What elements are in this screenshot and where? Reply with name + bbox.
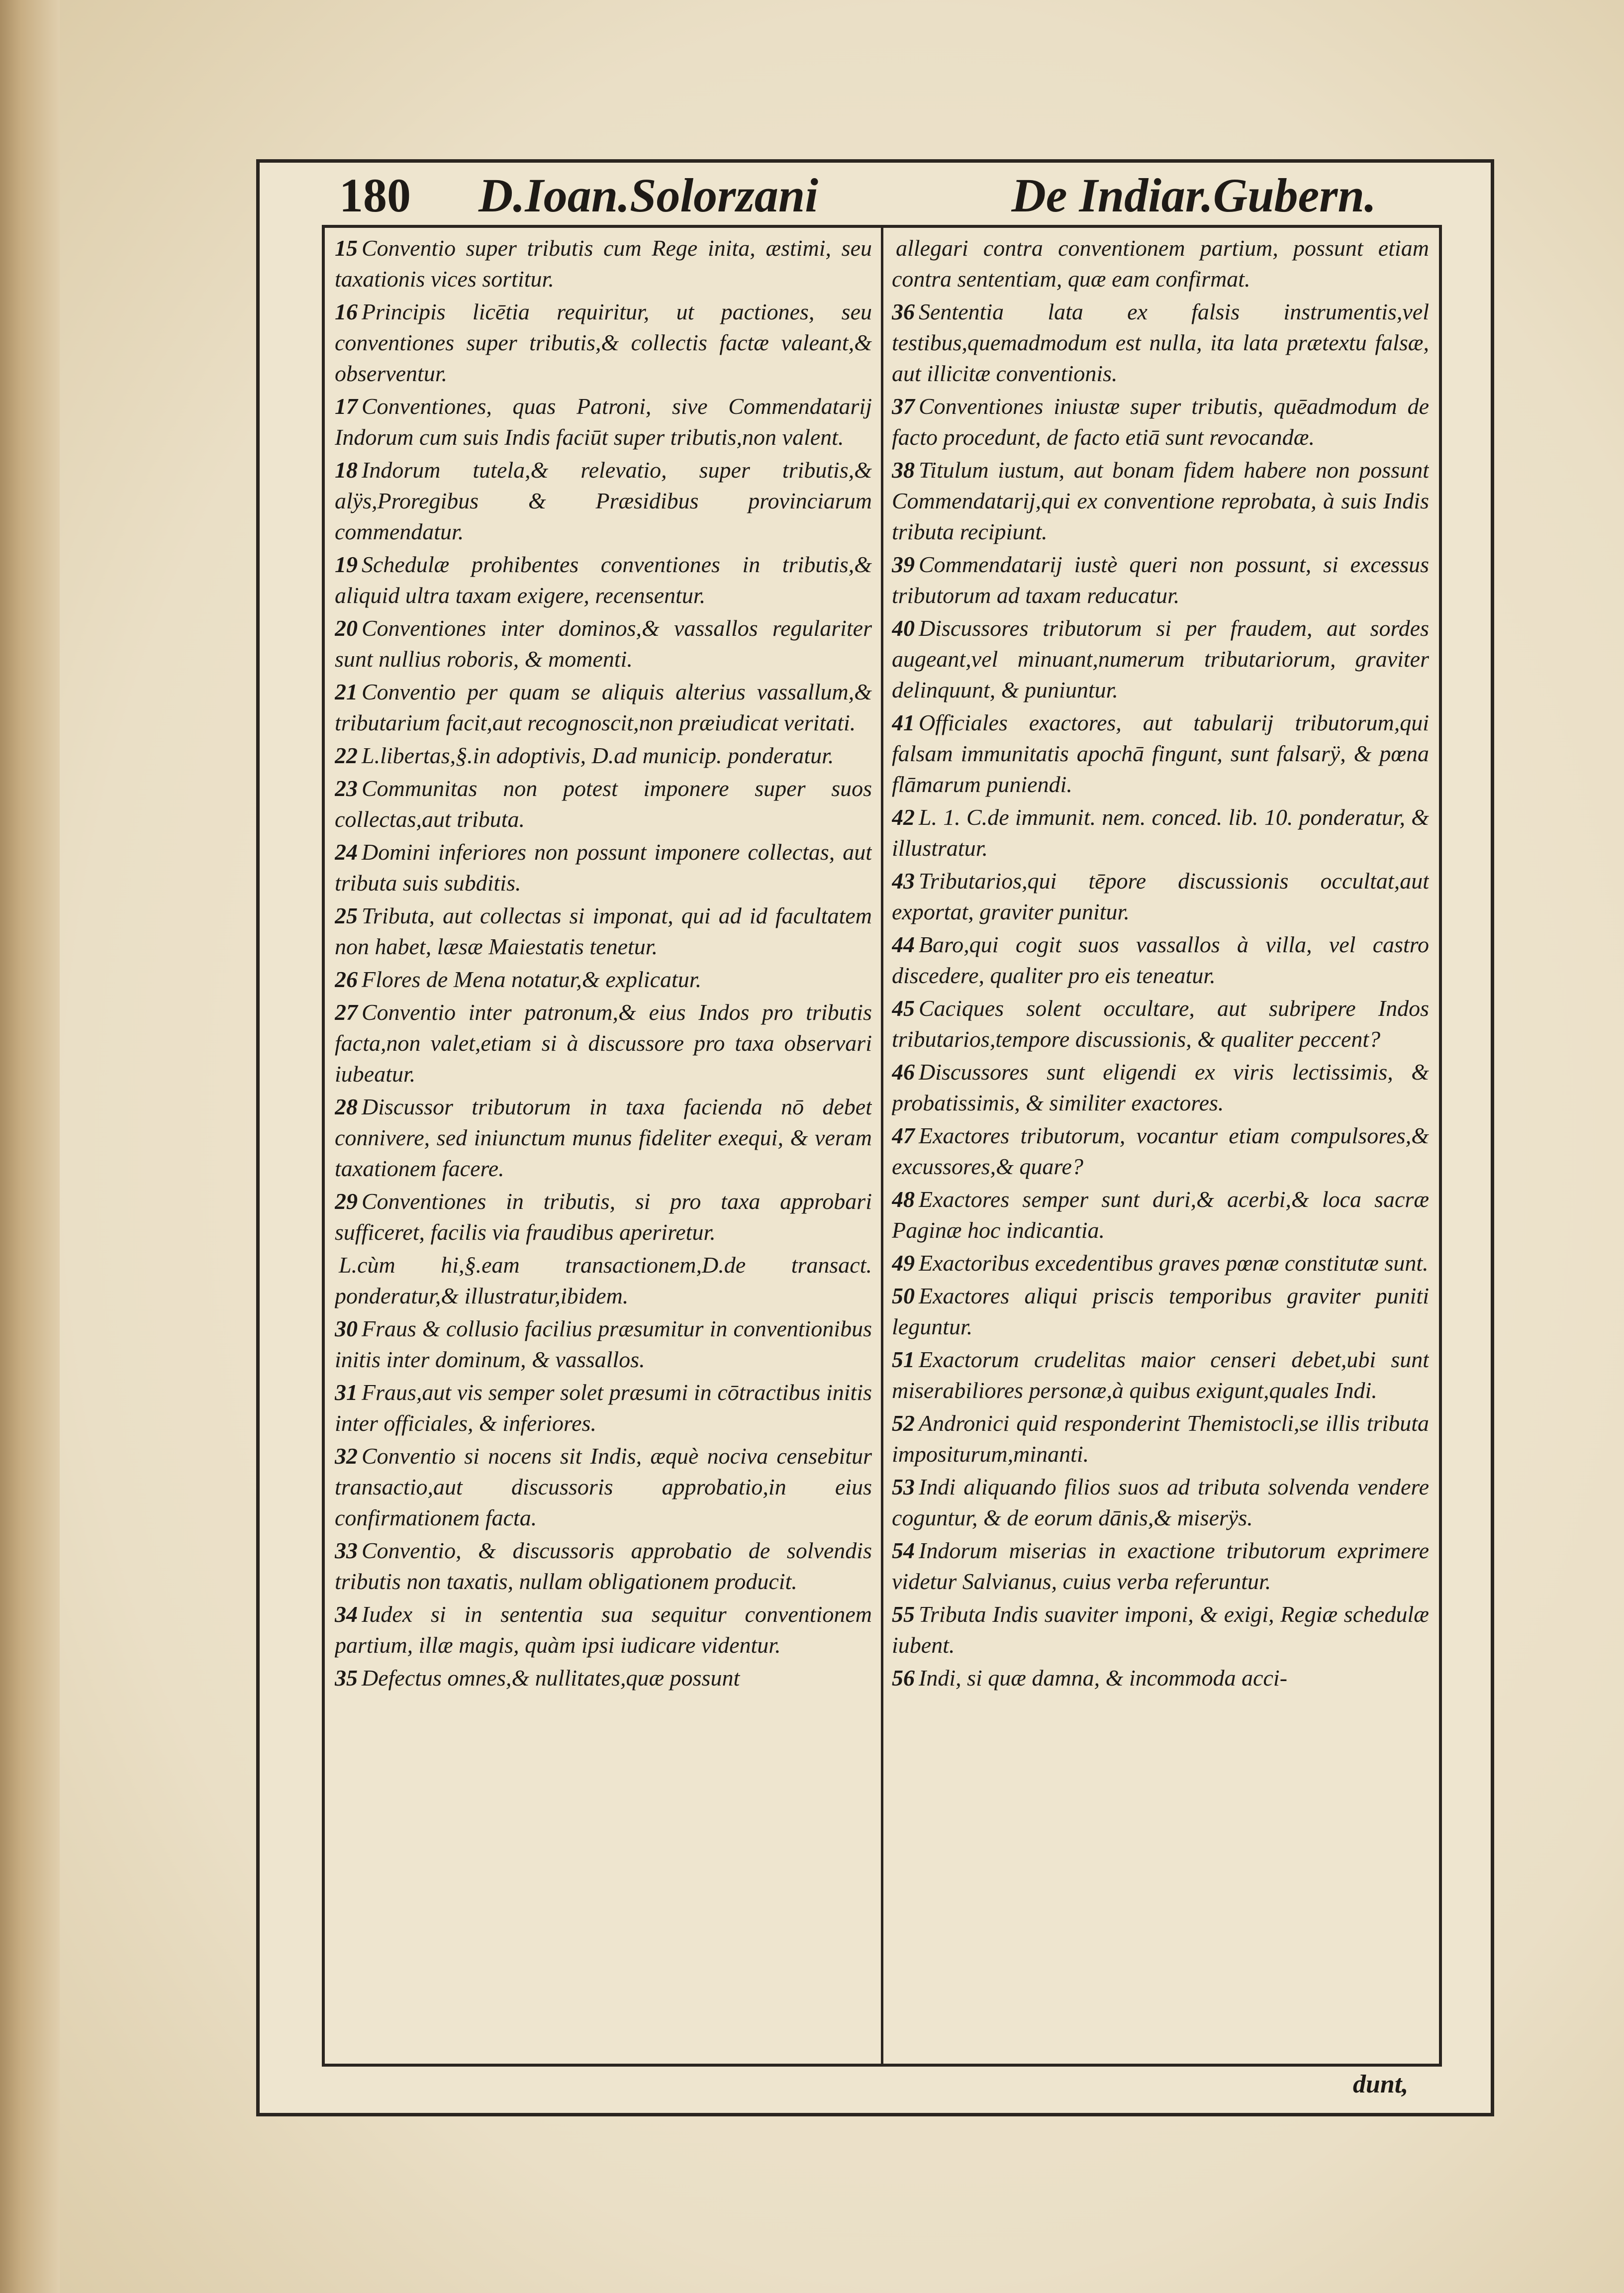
index-entry bbox=[892, 1599, 1429, 1661]
entry-text: Officiales exactores, aut tabularij tributorum,qui falsam immunitatis apochā fingunt, sunt falsarÿ, & pœna flāmarum puniendi. bbox=[892, 710, 1429, 797]
right-column bbox=[892, 233, 1429, 2059]
entry-number: 48 bbox=[892, 1187, 915, 1212]
index-entry bbox=[335, 900, 872, 962]
entry-number: 15 bbox=[335, 235, 358, 261]
index-entry bbox=[892, 802, 1429, 864]
entry-number: 36 bbox=[892, 299, 915, 324]
entry-text: allegari contra conventionem partium, possunt etiam contra sententiam, quæ eam confirmat. bbox=[892, 235, 1429, 292]
index-entry bbox=[892, 1281, 1429, 1342]
index-entry bbox=[335, 837, 872, 898]
index-entry bbox=[892, 297, 1429, 389]
entry-number: 45 bbox=[892, 996, 915, 1021]
entry-number: 50 bbox=[892, 1283, 915, 1308]
entry-number: 30 bbox=[335, 1316, 358, 1341]
entry-number: 52 bbox=[892, 1410, 915, 1436]
entry-number: 23 bbox=[335, 776, 358, 801]
entry-text: Fraus & collusio facilius præsumitur in conventionibus initis inter dominum, & vassallos. bbox=[335, 1316, 872, 1372]
index-entry bbox=[335, 455, 872, 547]
index-entry bbox=[892, 1663, 1429, 1694]
entry-text: Fraus,aut vis semper solet præsumi in cōtractibus initis inter officiales, & inferiores. bbox=[335, 1380, 872, 1436]
entry-text: Schedulæ prohibentes conventiones in tributis,& aliquid ultra taxam exigere, recensentur. bbox=[335, 552, 872, 608]
entry-number: 38 bbox=[892, 457, 915, 483]
page-number: 180 bbox=[339, 169, 411, 222]
entry-text: Conventio super tributis cum Rege inita, æstimi, seu taxationis vices sortitur. bbox=[335, 235, 872, 292]
entry-text: Indi, si quæ damna, & incommoda acci- bbox=[919, 1665, 1288, 1691]
entry-number: 26 bbox=[335, 967, 358, 992]
index-entry bbox=[335, 391, 872, 453]
entry-number: 46 bbox=[892, 1059, 915, 1085]
index-entry bbox=[335, 1186, 872, 1248]
entry-text: Andronici quid responderint Themistocli,se illis tributa impositurum,minanti. bbox=[892, 1410, 1429, 1467]
entry-text: L. 1. C.de immunit. nem. conced. lib. 10. ponderatur, & illustratur. bbox=[892, 804, 1429, 861]
entry-text: Conventiones inter dominos,& vassallos regulariter sunt nullius roboris, & momenti. bbox=[335, 615, 872, 672]
entry-number: 28 bbox=[335, 1094, 358, 1119]
running-header bbox=[260, 163, 1491, 222]
index-entry bbox=[335, 773, 872, 835]
entry-number: 27 bbox=[335, 999, 358, 1025]
entry-number: 41 bbox=[892, 710, 915, 735]
index-entry bbox=[335, 613, 872, 675]
entry-number: 34 bbox=[335, 1601, 358, 1627]
entry-text: Iudex si in sententia sua sequitur conventionem partium, illæ magis, quàm ipsi iudicare videntur. bbox=[335, 1601, 872, 1658]
entry-number: 40 bbox=[892, 615, 915, 641]
index-entry bbox=[335, 549, 872, 611]
index-entry bbox=[335, 1535, 872, 1597]
entry-text: L.libertas,§.in adoptivis, D.ad municip. ponderatur. bbox=[362, 743, 834, 768]
index-entry bbox=[892, 391, 1429, 453]
entry-number: 29 bbox=[335, 1189, 358, 1214]
entry-text: Exactores tributorum, vocantur etiam compulsores,& excussores,& quare? bbox=[892, 1123, 1429, 1179]
index-entry bbox=[335, 1663, 872, 1694]
index-entry bbox=[892, 707, 1429, 800]
index-entry bbox=[892, 1344, 1429, 1406]
entry-text: Tributa Indis suaviter imponi, & exigi, Regiæ schedulæ iubent. bbox=[892, 1601, 1429, 1658]
entry-number: 16 bbox=[335, 299, 358, 324]
entry-number: 43 bbox=[892, 868, 915, 894]
text-frame bbox=[322, 225, 1442, 2067]
entry-text: Sententia lata ex falsis instrumentis,vel testibus,quemadmodum est nulla, ita lata prætextu falsæ, aut illicitæ conventionis. bbox=[892, 299, 1429, 386]
index-entry bbox=[892, 1120, 1429, 1182]
entry-number: 54 bbox=[892, 1538, 915, 1563]
entry-text: Baro,qui cogit suos vassallos à villa, vel castro discedere, qualiter pro eis teneatur. bbox=[892, 932, 1429, 988]
index-entry bbox=[335, 677, 872, 738]
entry-text: Tributarios,qui tēpore discussionis occultat,aut exportat, graviter punitur. bbox=[892, 868, 1429, 924]
entry-number: 21 bbox=[335, 679, 358, 704]
entry-text: Exactorum crudelitas maior censeri debet,ubi sunt miserabiliores personæ,à quibus exigunt,quales Indi. bbox=[892, 1347, 1429, 1403]
entry-text: Conventiones iniustæ super tributis, quēadmodum de facto procedunt, de facto etiā sunt revocandæ. bbox=[892, 394, 1429, 450]
entry-text: Caciques solent occultare, aut subripere Indos tributarios,tempore discussionis, & qualiter peccent? bbox=[892, 996, 1429, 1052]
index-entry bbox=[892, 1408, 1429, 1470]
entry-text: Exactores semper sunt duri,& acerbi,& loca sacræ Paginæ hoc indicantia. bbox=[892, 1187, 1429, 1243]
index-entry bbox=[892, 613, 1429, 705]
index-entry bbox=[335, 997, 872, 1090]
entry-number: 24 bbox=[335, 839, 358, 865]
index-entry bbox=[335, 964, 872, 995]
entry-number: 51 bbox=[892, 1347, 915, 1372]
entry-text: Defectus omnes,& nullitates,quæ possunt bbox=[362, 1665, 740, 1691]
entry-text: Discussores sunt eligendi ex viris lectissimis, & probatissimis, & similiter exactores. bbox=[892, 1059, 1429, 1115]
running-author: D.Ioan.Solorzani bbox=[478, 169, 818, 222]
entry-number: 18 bbox=[335, 457, 358, 483]
entry-number: 32 bbox=[335, 1443, 358, 1469]
entry-text: Principis licētia requiritur, ut pactiones, seu conventiones super tributis,& collectis factæ valeant,& observentur. bbox=[335, 299, 872, 386]
index-entry bbox=[335, 1377, 872, 1439]
entry-text: Exactoribus excedentibus graves pœnæ constitutæ sunt. bbox=[919, 1250, 1429, 1276]
entry-text: Indorum miserias in exactione tributorum exprimere videtur Salvianus, cuius verba referuntur. bbox=[892, 1538, 1429, 1594]
catchword: dunt, bbox=[1353, 2070, 1409, 2098]
entry-text: Titulum iustum, aut bonam fidem habere non possunt Commendatarij,qui ex conventione reprobata, à suis Indis tributa recipiunt. bbox=[892, 457, 1429, 544]
index-entry bbox=[892, 1184, 1429, 1246]
entry-number: 42 bbox=[892, 804, 915, 830]
entry-number: 55 bbox=[892, 1601, 915, 1627]
entry-number: 25 bbox=[335, 903, 358, 928]
entry-text: Conventio, & discussoris approbatio de solvendis tributis non taxatis, nullam obligationem producit. bbox=[335, 1538, 872, 1594]
entry-text: Indi aliquando filios suos ad tributa solvenda vendere coguntur, & de eorum dānis,& miserÿs. bbox=[892, 1474, 1429, 1530]
entry-text: L.cùm hi,§.eam transactionem,D.de transact. ponderatur,& illustratur,ibidem. bbox=[335, 1252, 872, 1308]
index-entry bbox=[892, 1057, 1429, 1118]
index-entry bbox=[892, 929, 1429, 991]
entry-number: 39 bbox=[892, 552, 915, 577]
entry-number: 53 bbox=[892, 1474, 915, 1499]
entry-number: 49 bbox=[892, 1250, 915, 1276]
running-title: De Indiar.Gubern. bbox=[1011, 169, 1376, 222]
index-entry bbox=[892, 455, 1429, 547]
index-plate bbox=[256, 159, 1494, 2116]
entry-text: Tributa, aut collectas si imponat, qui ad id facultatem non habet, læsæ Maiestatis tenetur. bbox=[335, 903, 872, 959]
entry-text: Domini inferiores non possunt imponere collectas, aut tributa suis subditis. bbox=[335, 839, 872, 896]
entry-number: 56 bbox=[892, 1665, 915, 1691]
index-entry bbox=[892, 549, 1429, 611]
index-entry bbox=[335, 1599, 872, 1661]
entry-number: 35 bbox=[335, 1665, 358, 1691]
entry-text: Discussores tributorum si per fraudem, aut sordes augeant,vel minuant,numerum tributariorum, graviter delinquunt, & puniuntur. bbox=[892, 615, 1429, 702]
entry-text: Flores de Mena notatur,& explicatur. bbox=[362, 967, 702, 992]
entry-number: 19 bbox=[335, 552, 358, 577]
index-entry bbox=[892, 1248, 1429, 1279]
entry-number: 22 bbox=[335, 743, 358, 768]
entry-text: Conventiones in tributis, si pro taxa approbari sufficeret, facilis via fraudibus aperiretur. bbox=[335, 1189, 872, 1245]
index-entry bbox=[335, 1092, 872, 1184]
index-entry bbox=[335, 1441, 872, 1533]
entry-number: 20 bbox=[335, 615, 358, 641]
index-entry bbox=[892, 1535, 1429, 1597]
index-entry bbox=[335, 740, 872, 771]
entry-text: Conventio si nocens sit Indis, æquè nociva censebitur transactio,aut discussoris approbatio,in eius confirmationem facta. bbox=[335, 1443, 872, 1530]
entry-text: Exactores aliqui priscis temporibus graviter puniti leguntur. bbox=[892, 1283, 1429, 1339]
entry-number: 17 bbox=[335, 394, 358, 419]
entry-number: 31 bbox=[335, 1380, 358, 1405]
entry-text: Communitas non potest imponere super suos collectas,aut tributa. bbox=[335, 776, 872, 832]
index-entry bbox=[335, 1313, 872, 1375]
index-entry bbox=[892, 993, 1429, 1055]
left-column bbox=[335, 233, 872, 2059]
column-divider bbox=[881, 228, 883, 2064]
entry-number: 44 bbox=[892, 932, 915, 957]
entry-text: Conventio inter patronum,& eius Indos pro tributis facta,non valet,etiam si à discussore pro taxa observari iubeatur. bbox=[335, 999, 872, 1087]
book-spine-edge bbox=[0, 0, 60, 2293]
entry-text: Discussor tributorum in taxa facienda nō debet connivere, sed iniunctum munus fideliter exequi, & veram taxationem facere. bbox=[335, 1094, 872, 1181]
index-entry bbox=[335, 233, 872, 295]
entry-number: 33 bbox=[335, 1538, 358, 1563]
index-entry bbox=[335, 297, 872, 389]
entry-text: Conventiones, quas Patroni, sive Commendatarij Indorum cum suis Indis faciūt super tributis,non valent. bbox=[335, 394, 872, 450]
entry-text: Conventio per quam se aliquis alterius vassallum,& tributarium facit,aut recognoscit,non præiudicat veritati. bbox=[335, 679, 872, 735]
index-entry bbox=[892, 233, 1429, 295]
entry-text: Indorum tutela,& relevatio, super tributis,& alÿs,Proregibus & Præsidibus provinciarum commendatur. bbox=[335, 457, 872, 544]
index-entry bbox=[892, 1472, 1429, 1533]
entry-number: 37 bbox=[892, 394, 915, 419]
index-entry bbox=[335, 1250, 872, 1311]
entry-text: Commendatarij iustè queri non possunt, si excessus tributorum ad taxam reducatur. bbox=[892, 552, 1429, 608]
index-entry bbox=[892, 866, 1429, 927]
entry-number: 47 bbox=[892, 1123, 915, 1148]
